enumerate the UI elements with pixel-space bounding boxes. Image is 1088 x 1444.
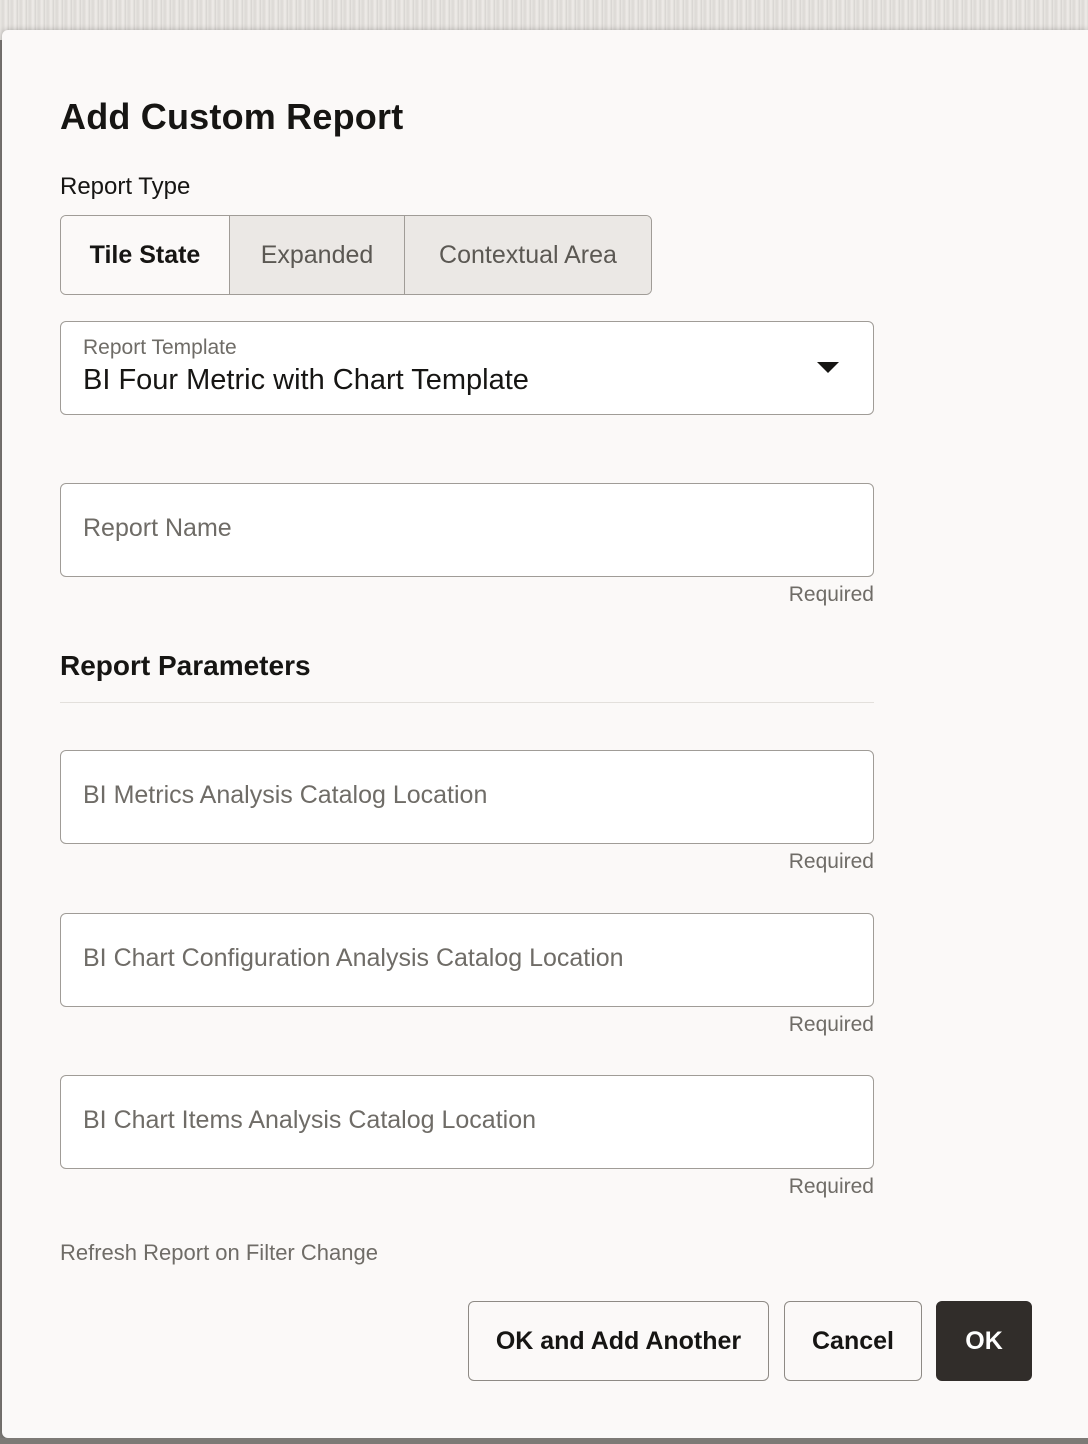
report-type-tile-state[interactable]: Tile State [61,216,229,294]
report-name-required-text: Required [788,583,874,606]
bi-chart-items-catalog-input[interactable] [60,1075,874,1169]
report-type-segmented-control [60,215,652,295]
report-type-label: Report Type [60,173,191,200]
bi-chart-config-catalog-input[interactable] [60,913,874,1007]
chevron-down-icon[interactable] [817,362,839,373]
bi-chart-config-required-text: Required [788,1013,874,1036]
report-type-contextual-area[interactable]: Contextual Area [404,216,651,294]
report-template-value: BI Four Metric with Chart Template [83,364,529,396]
bi-chart-items-required-text: Required [788,1175,874,1198]
ok-button[interactable]: OK [936,1301,1032,1381]
dialog-title: Add Custom Report [60,96,404,137]
bi-chart-config-catalog-placeholder: BI Chart Configuration Analysis Catalog Location [83,944,624,972]
add-custom-report-dialog [2,30,1088,1438]
bottom-backdrop [0,1438,1088,1444]
ok-and-add-another-button[interactable]: OK and Add Another [468,1301,769,1381]
section-divider [60,702,874,703]
report-template-label: Report Template [83,336,237,359]
cancel-button[interactable]: Cancel [784,1301,922,1381]
report-type-expanded[interactable]: Expanded [229,216,404,294]
report-parameters-heading: Report Parameters [60,650,311,681]
report-name-input[interactable] [60,483,874,577]
bi-metrics-catalog-placeholder: BI Metrics Analysis Catalog Location [83,781,488,809]
report-name-placeholder: Report Name [83,514,232,542]
bi-chart-items-catalog-placeholder: BI Chart Items Analysis Catalog Location [83,1106,537,1134]
refresh-on-filter-change-label[interactable]: Refresh Report on Filter Change [60,1240,378,1265]
bi-metrics-required-text: Required [788,850,874,873]
bi-metrics-catalog-input[interactable] [60,750,874,844]
report-template-select[interactable] [60,321,874,415]
